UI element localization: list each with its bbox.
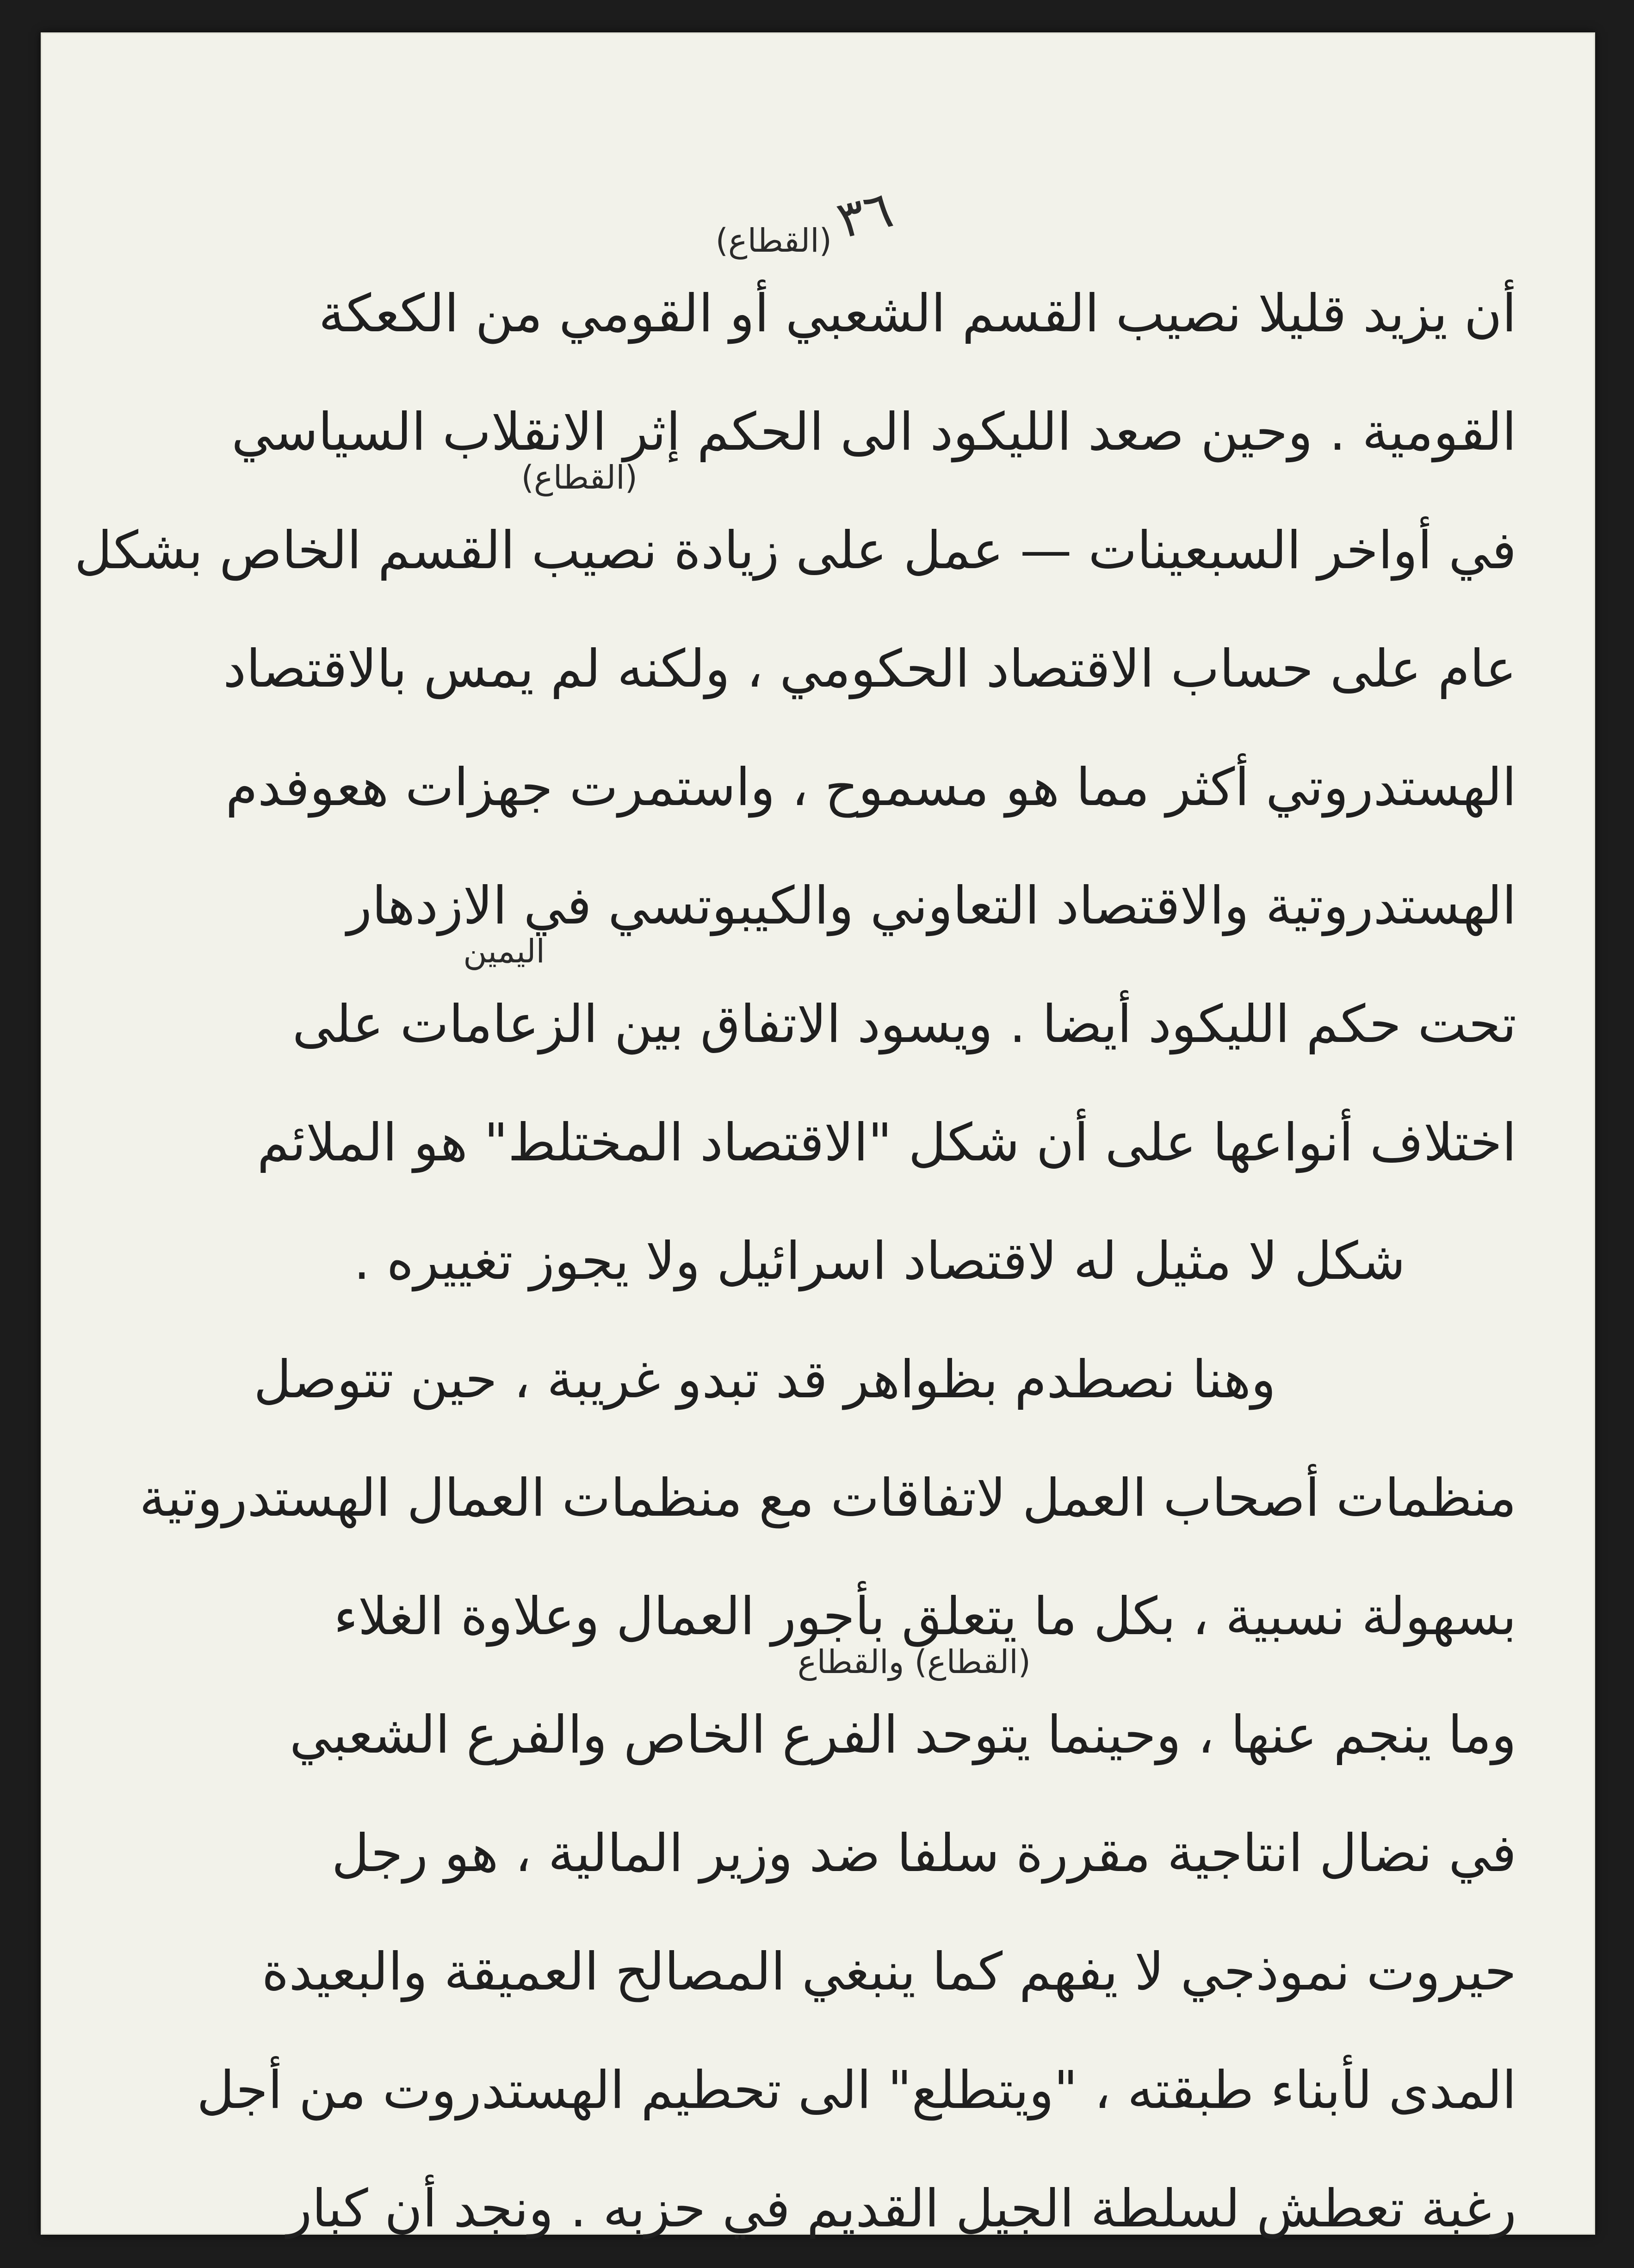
line-insertion: (القطاع) والقطاع (797, 1643, 1031, 1681)
text-line-13 (129, 1643, 1516, 1794)
text-line-4 (129, 610, 1516, 728)
text-line-content: في نضال انتاجية مقررة سلفا ضد وزير المالية ، هو رجل (331, 1823, 1516, 1884)
text-line-15 (129, 1913, 1516, 2031)
text-line-content: الهستدروتية والاقتصاد التعاوني والكيبوتسي في الازدهار (347, 876, 1516, 936)
text-line-content: منظمات أصحاب العمل لاتفاقات مع منظمات العمال الهستدروتية (139, 1468, 1516, 1528)
text-line-content: بسهولة نسبية ، بكل ما يتعلق بأجور العمال وعلاوة الغلاء (334, 1586, 1516, 1647)
text-line-1 (129, 222, 1516, 373)
text-line-content: القومية . وحين صعد الليكود الى الحكم إثر الانقلاب السياسي (231, 402, 1516, 462)
text-line-3 (74, 459, 1516, 610)
text-line-content: حيروت نموذجي لا يفهم كما ينبغي المصالح العميقة والبعيدة (261, 1942, 1516, 2002)
text-line-content: وهنا نصطدم بظواهر قد تبدو غريبة ، حين تتوصل (254, 1350, 1276, 1410)
text-line-10 (129, 1320, 1516, 1439)
text-line-17 (129, 2150, 1516, 2268)
line-insertion: (القطاع) (521, 459, 638, 496)
document-page (41, 32, 1595, 2239)
text-line-content: المدى لأبناء طبقته ، "ويتطلع" الى تحطيم الهستدروت من أجل (197, 2060, 1516, 2120)
text-line-16 (129, 2031, 1516, 2150)
text-line-8 (129, 1084, 1516, 1202)
text-line-2 (129, 373, 1516, 491)
text-line-content: أن يزيد قليلا نصيب القسم الشعبي أو القومي من الكعكة (318, 284, 1516, 344)
text-line-content: عام على حساب الاقتصاد الحكومي ، ولكنه لم يمس بالاقتصاد (223, 639, 1516, 699)
text-line-content: شكل لا مثيل له لاقتصاد اسرائيل ولا يجوز تغييره . (353, 1231, 1405, 1291)
text-line-6 (129, 847, 1516, 965)
text-line-5 (129, 728, 1516, 847)
text-line-7 (129, 932, 1516, 1084)
text-line-content: وما ينجم عنها ، وحينما يتوحد الفرع الخاص والفرع الشعبي (289, 1705, 1516, 1765)
line-insertion: (القطاع) (715, 222, 832, 260)
text-line-content: تحت حكم الليكود أيضا . ويسود الاتفاق بين الزعامات على (292, 994, 1516, 1054)
text-line-content: في أواخر السبعينات — عمل على زيادة نصيب القسم الخاص بشكل (74, 521, 1516, 581)
text-line-content: الهستدروتي أكثر مما هو مسموح ، واستمرت جهزات هعوفدم (225, 757, 1516, 818)
text-line-14 (129, 1794, 1516, 1913)
handwritten-text-body (74, 222, 1516, 2268)
text-line-9 (129, 1202, 1516, 1320)
line-insertion: اليمين (463, 932, 545, 970)
text-line-11 (129, 1439, 1516, 1557)
page-number: ٣٦ (831, 179, 898, 250)
text-line-content: رغبة تعطش لسلطة الجيل القديم في حزبه . ونجد أن كبار (287, 2179, 1516, 2239)
text-line-content: اختلاف أنواعها على أن شكل "الاقتصاد المختلط" هو الملائم (257, 1113, 1516, 1173)
